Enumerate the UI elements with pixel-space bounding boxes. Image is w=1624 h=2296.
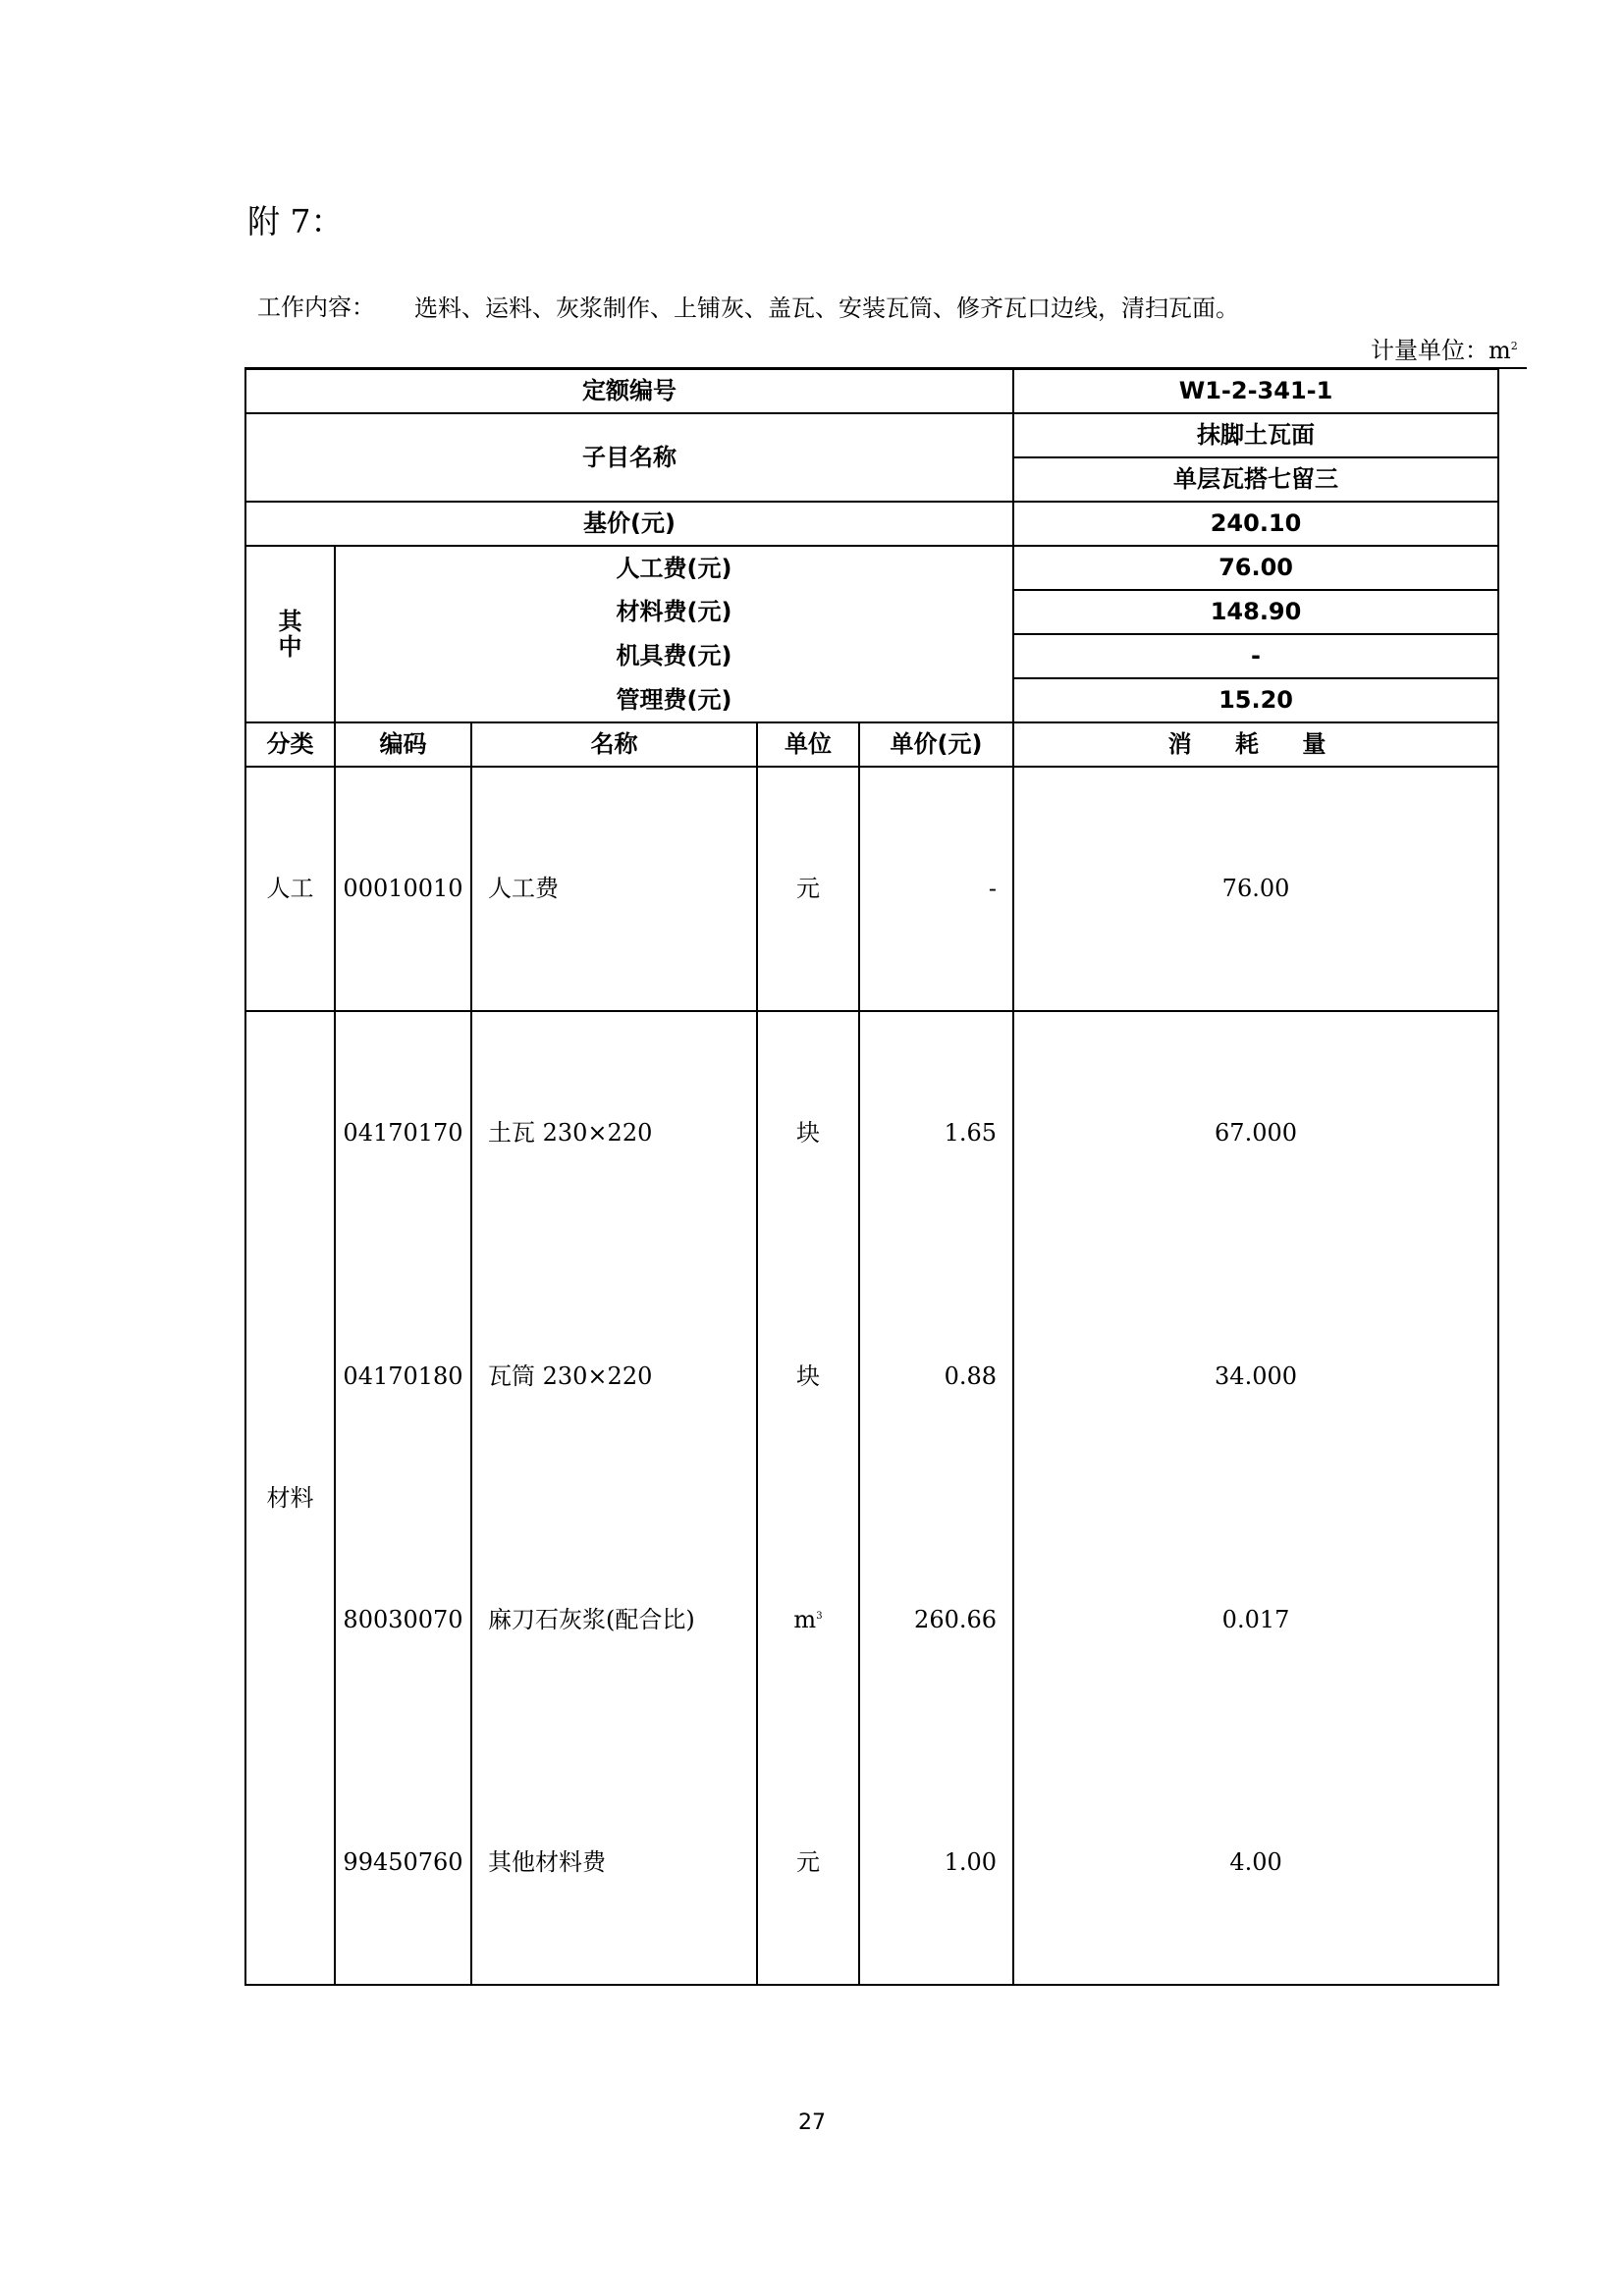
labor-cost-label: 人工费(元) [335, 546, 1013, 590]
machine-cost-value: - [1013, 634, 1498, 678]
labor-consumption: 76.00 [1013, 767, 1498, 1011]
labor-category: 人工 [245, 767, 335, 1011]
col-code: 编码 [335, 722, 471, 767]
col-price: 单价(元) [859, 722, 1013, 767]
material-price: 260.66 [859, 1498, 1013, 1741]
material-code: 04170170 [335, 1011, 471, 1255]
measure-unit [1371, 331, 1518, 365]
col-unit: 单位 [757, 722, 859, 767]
material-code: 80030070 [335, 1498, 471, 1741]
quota-table [244, 368, 1499, 1986]
material-unit: 块 [757, 1011, 859, 1255]
of-which-char-1: 其 [278, 607, 302, 635]
appendix-heading: 附 7： [247, 202, 344, 240]
material-price: 1.00 [859, 1741, 1013, 1985]
quota-code-value: W1-2-341-1 [1013, 369, 1498, 413]
material-name: 麻刀石灰浆(配合比) [471, 1498, 757, 1741]
material-consumption: 67.000 [1013, 1011, 1498, 1255]
material-cost-value: 148.90 [1013, 590, 1498, 634]
material-consumption: 0.017 [1013, 1498, 1498, 1741]
material-category: 材料 [245, 1011, 335, 1985]
material-price: 0.88 [859, 1255, 1013, 1498]
material-name: 其他材料费 [471, 1741, 757, 1985]
labor-unit: 元 [757, 767, 859, 1011]
labor-code: 00010010 [335, 767, 471, 1011]
material-row [245, 1011, 1498, 1255]
cost-row-labor [245, 546, 1498, 590]
measure-unit-label: 计量单位： [1371, 337, 1489, 364]
material-price: 1.65 [859, 1011, 1013, 1255]
material-code: 99450760 [335, 1741, 471, 1985]
of-which-label [245, 546, 335, 722]
material-code: 04170180 [335, 1255, 471, 1498]
management-cost-label: 管理费(元) [335, 678, 1013, 722]
material-row [245, 1255, 1498, 1498]
material-unit-base: m [793, 1605, 817, 1633]
labor-price: - [859, 767, 1013, 1011]
material-name: 瓦筒 230×220 [471, 1255, 757, 1498]
material-unit-sup: 3 [816, 1610, 823, 1622]
base-price-value: 240.10 [1013, 502, 1498, 546]
measure-unit-value: m [1489, 337, 1511, 364]
labor-row [245, 767, 1498, 1011]
material-unit [757, 1498, 859, 1741]
material-row [245, 1741, 1498, 1985]
material-unit: 元 [757, 1741, 859, 1985]
material-unit: 块 [757, 1255, 859, 1498]
item-name-line1: 抹脚土瓦面 [1013, 413, 1498, 457]
column-header-row [245, 722, 1498, 767]
page-number: 27 [798, 2110, 826, 2135]
cost-row-material [245, 590, 1498, 634]
col-name: 名称 [471, 722, 757, 767]
item-name-line2: 单层瓦搭七留三 [1013, 457, 1498, 502]
material-consumption: 34.000 [1013, 1255, 1498, 1498]
material-name: 土瓦 230×220 [471, 1011, 757, 1255]
management-cost-value: 15.20 [1013, 678, 1498, 722]
base-price-row [245, 502, 1498, 546]
quota-code-row [245, 369, 1498, 413]
col-consumption: 消 耗 量 [1013, 722, 1498, 767]
machine-cost-label: 机具费(元) [335, 634, 1013, 678]
material-cost-label: 材料费(元) [335, 590, 1013, 634]
cost-row-management [245, 678, 1498, 722]
base-price-label: 基价(元) [245, 502, 1013, 546]
measure-unit-sup: 2 [1510, 340, 1518, 352]
quota-code-label: 定额编号 [245, 369, 1013, 413]
labor-cost-value: 76.00 [1013, 546, 1498, 590]
material-consumption: 4.00 [1013, 1741, 1498, 1985]
item-name-label: 子目名称 [245, 413, 1013, 502]
material-row [245, 1498, 1498, 1741]
col-category: 分类 [245, 722, 335, 767]
cost-row-machine [245, 634, 1498, 678]
work-content-text: 选料、运料、灰浆制作、上铺灰、盖瓦、安装瓦筒、修齐瓦口边线，清扫瓦面。 [414, 294, 1239, 322]
work-content-label: 工作内容： [257, 294, 375, 321]
labor-name: 人工费 [471, 767, 757, 1011]
of-which-char-2: 中 [278, 633, 302, 661]
item-name-row [245, 413, 1498, 457]
